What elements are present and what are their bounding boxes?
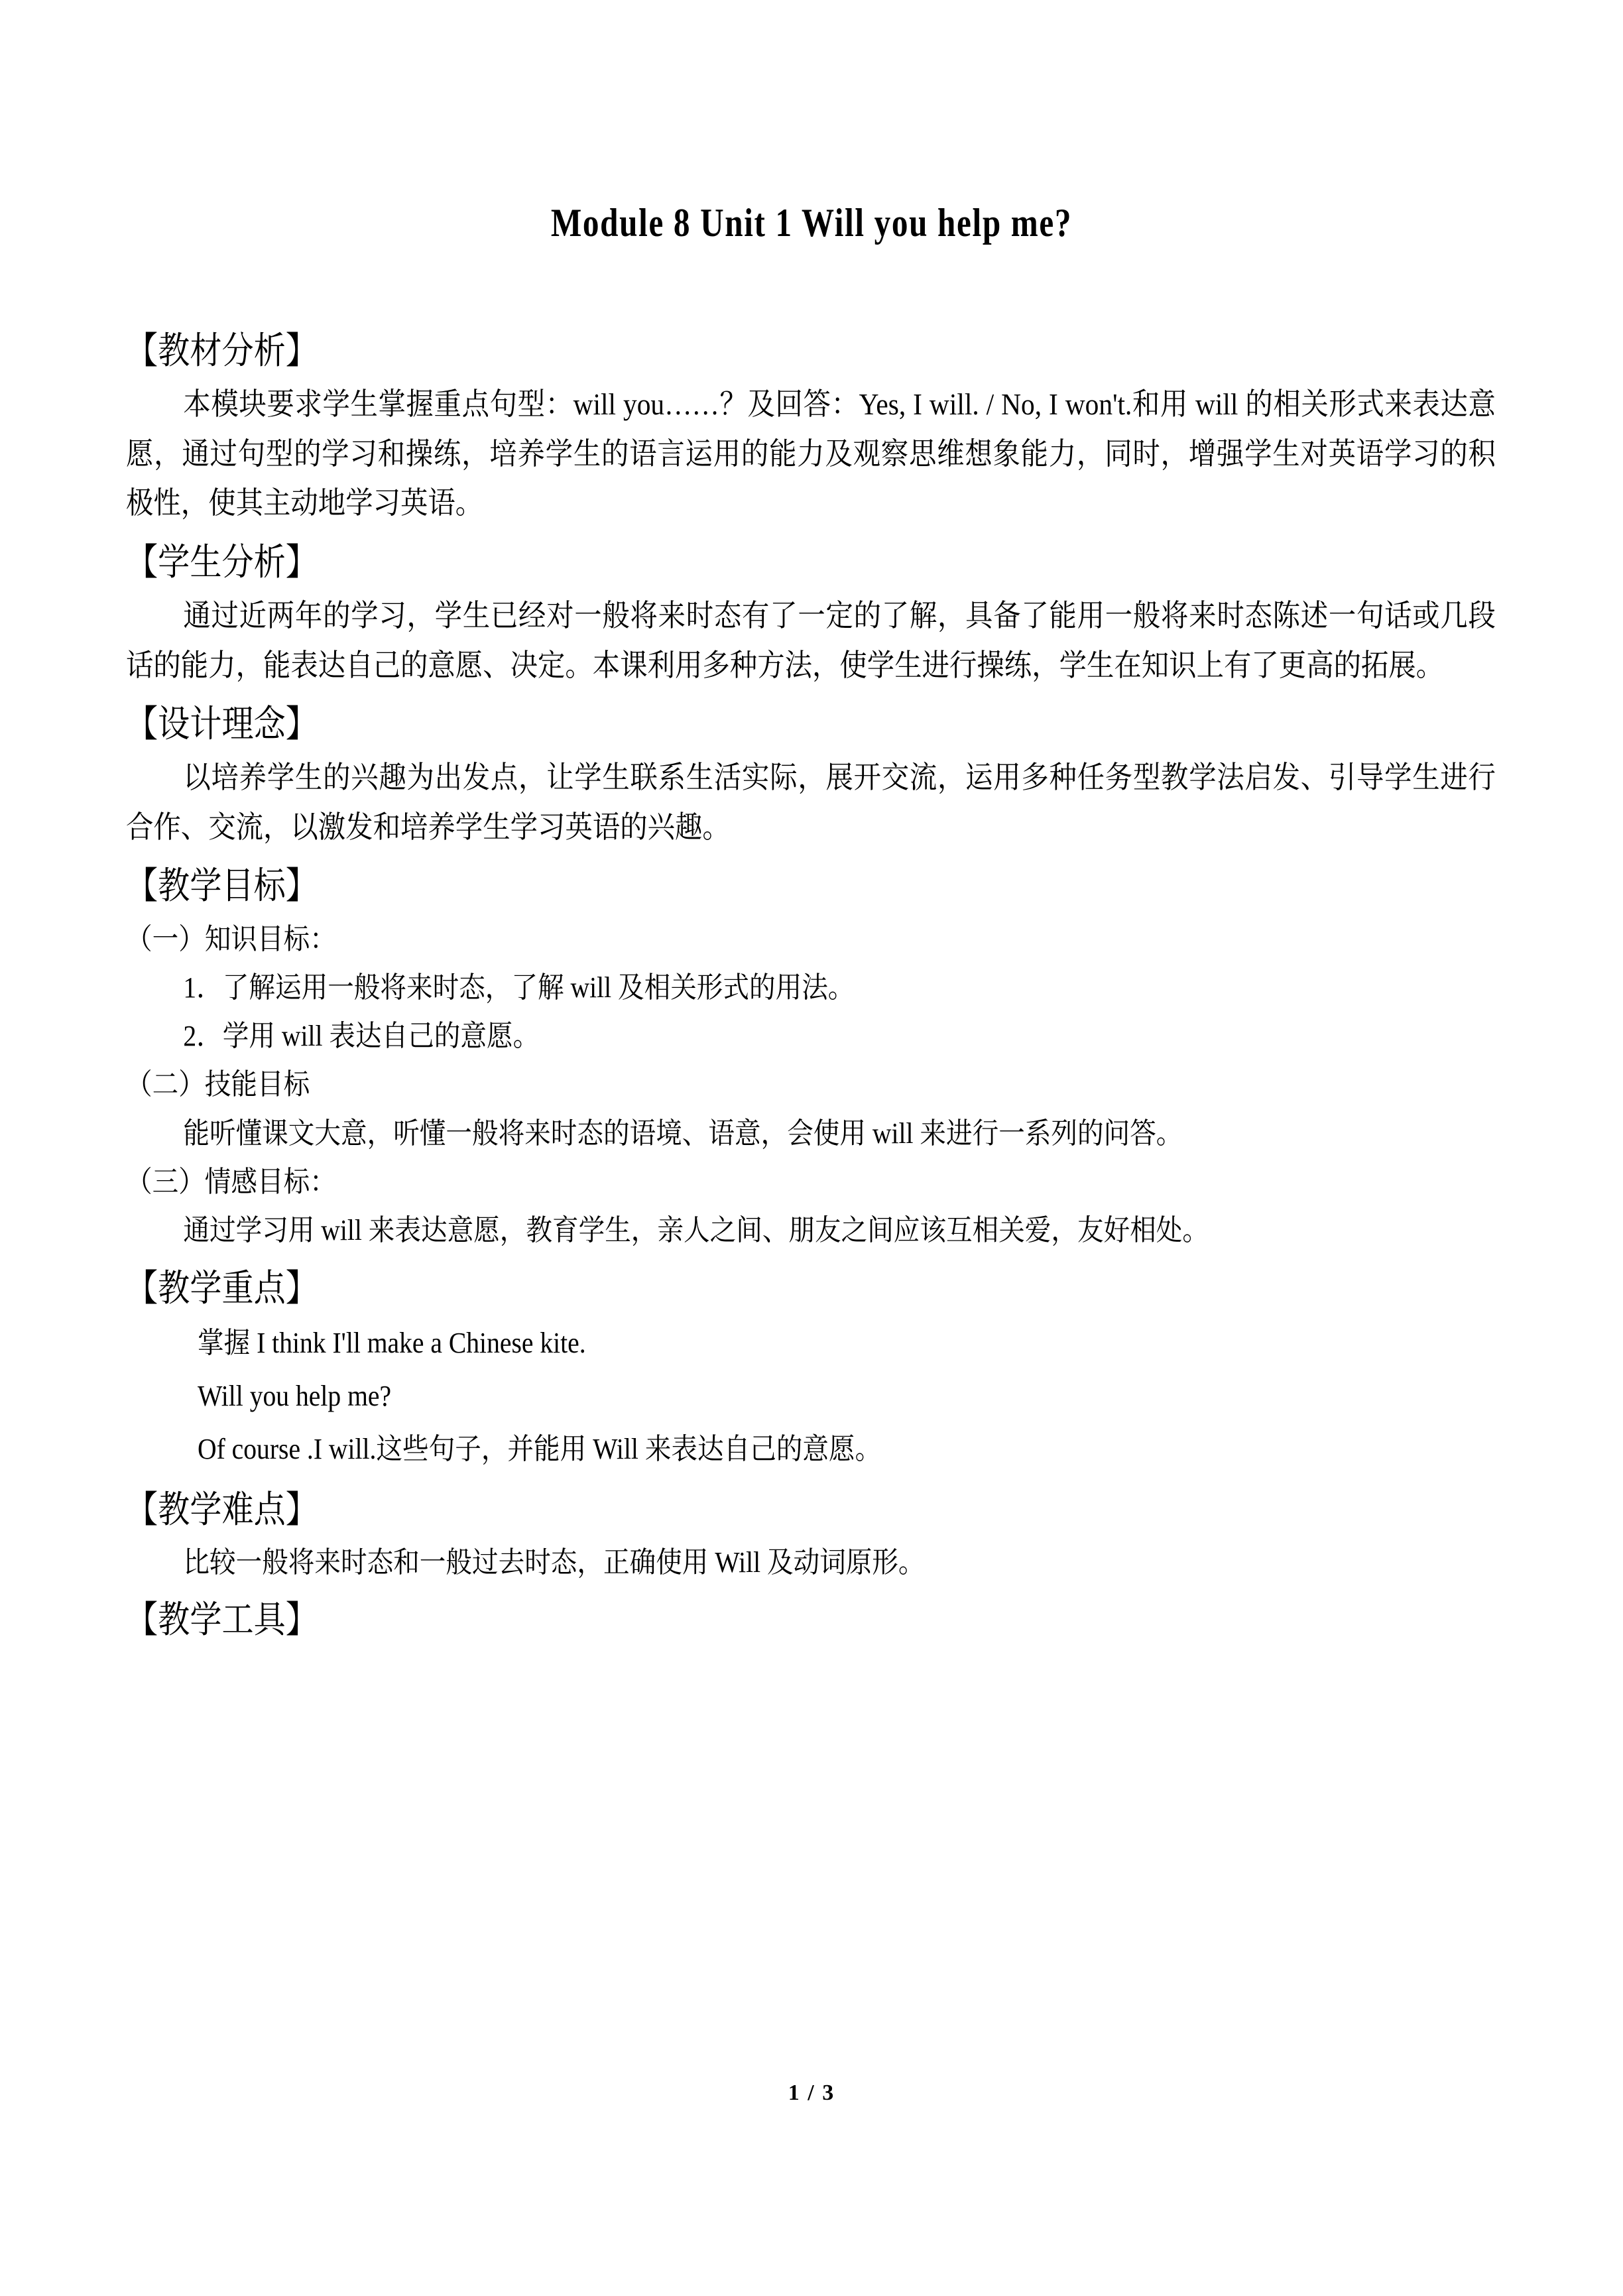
paragraph-student-analysis: 通过近两年的学习，学生已经对一般将来时态有了一定的了解，具备了能用一般将来时态陈述一句话或几段话的能力，能表达自己的意愿、决定。本课利用多种方法，使学生进行操练，学生在知识上有了更高的拓展。: [126, 599, 1496, 682]
paragraph-design-concept: 以培养学生的兴趣为出发点，让学生联系生活实际，展开交流，运用多种任务型教学法启发、引导学生进行合作、交流，以激发和培养学生学习英语的兴趣。: [126, 760, 1496, 844]
section-heading-material-analysis: 【教材分析】: [126, 331, 318, 372]
section-heading-difficult-points: 【教学难点】: [126, 1489, 318, 1531]
subheading-knowledge-objective: （一）知识目标：: [126, 922, 336, 955]
section-heading-student-analysis: 【学生分析】: [126, 542, 318, 583]
subheading-skill-objective: （二）技能目标: [126, 1068, 310, 1101]
subheading-emotion-objective: （三）情感目标：: [126, 1166, 336, 1198]
footer-page-number: 1 / 3: [788, 2081, 835, 2105]
section-heading-teaching-tools: 【教学工具】: [126, 1600, 318, 1642]
paragraph-emotion-objective: 通过学习用 will 来表达意愿，教育学生，亲人之间、朋友之间应该互相关爱，友好相处。: [183, 1214, 1209, 1247]
key-point-line: 掌握 I think I'll make a Chinese kite.: [198, 1326, 586, 1359]
section-heading-teaching-objectives: 【教学目标】: [126, 866, 318, 908]
section-heading-key-points: 【教学重点】: [126, 1268, 318, 1309]
paragraph-difficult-points: 比较一般将来时态和一般过去时态，正确使用 Will 及动词原形。: [183, 1546, 925, 1579]
list-item: 1．了解运用一般将来时态，了解 will 及相关形式的用法。: [183, 971, 855, 1004]
paragraph-material-analysis: 本模块要求学生掌握重点句型：will you……？及回答：Yes, I will. / No, I won't.和用 will 的相关形式来表达意愿，通过句型的学习和操练，培养学生的语言运用的能力及观察思维想象能力，同时，增强学生对英语学习的积极性，使其主动地学习英语。: [126, 387, 1496, 520]
paragraph-skill-objective: 能听懂课文大意，听懂一般将来时态的语境、语意，会使用 will 来进行一系列的问答。: [183, 1117, 1183, 1150]
list-item: 2．学用 will 表达自己的意愿。: [183, 1020, 540, 1053]
key-point-line: Will you help me?: [198, 1380, 392, 1413]
key-point-line: Of course .I will.这些句子，并能用 Will 来表达自己的意愿。: [198, 1433, 882, 1466]
page-title: Module 8 Unit 1 Will you help me?: [550, 201, 1073, 245]
section-heading-design-concept: 【设计理念】: [126, 704, 318, 746]
